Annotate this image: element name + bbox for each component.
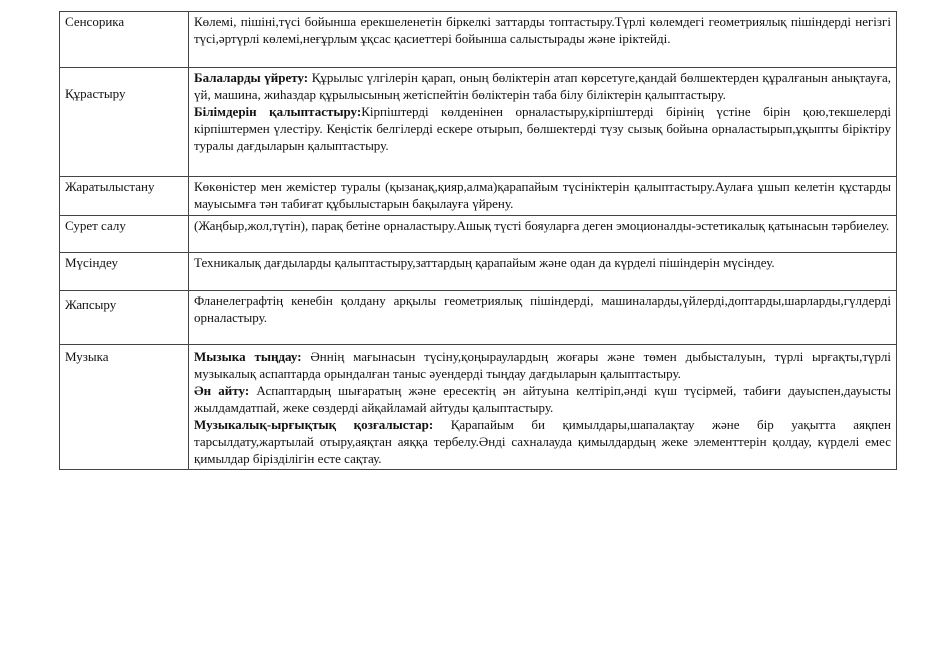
description-text: Фланелеграфтің кенебін қолдану арқылы геометриялық пішіндерді, машиналарды,үйлерді,доптарды,шарларды,гүлдерді орналастыру. <box>194 293 891 325</box>
description-paragraph <box>194 103 891 154</box>
description-text: Техникалық дағдыларды қалыптастыру,заттардың қарапайым және одан да күрделі пішіндерін мүсіндеу. <box>194 255 775 270</box>
paragraph-text: Кірпіштерді көлденінен орналастыру,кірпіштерді бірінің үстіне бірін қою,текшелерді кірпіштермен үлестіру. Кеңістік белгілерді ескере отырып, бөлшектерді түзу сызық бойына орналастырып,ұқыпты біріктіру туралы дағдыларын қалыптастыру. <box>194 104 891 153</box>
description-paragraph <box>194 416 891 467</box>
paragraph-lead: Балаларды үйрету: <box>194 70 309 85</box>
description-paragraph <box>194 382 891 416</box>
description-cell <box>189 12 897 68</box>
table-row <box>60 345 897 470</box>
subject-label: Құрастыру <box>65 86 126 101</box>
paragraph-lead: Мызыка тыңдау: <box>194 349 302 364</box>
paragraph-text: Құрылыс үлгілерін қарап, оның бөліктерін атап көрсетуге,қандай бөлшектерден құралғанын анықтауға, үй, машина, жиһаздар құрылысының жетіспейтін бөліктерін таба білу біліктерін қалыптастыру. <box>194 70 892 102</box>
table-row <box>60 253 897 291</box>
subject-label: Жапсыру <box>65 297 117 312</box>
curriculum-table <box>59 11 897 470</box>
description-text: Көлемі, пішіні,түсі бойынша ерекшеленетін біркелкі заттарды топтастыру.Түрлі көлемдегі геометриялық пішіндерді негізгі түсі,әртүрлі көлемі,неғұрлым ұқсас қасиеттері бойынша салыстырады және іріктейді. <box>194 14 891 46</box>
description-paragraph <box>194 348 891 382</box>
description-cell <box>189 345 897 470</box>
description-cell <box>189 291 897 345</box>
description-text: Көкөністер мен жемістер туралы (қызанақ,қияр,алма)қарапайым түсініктерін қалыптастыру.Аулаға ұшып келетін құстарды мауысымға тән табиғат құбылыстарын бақылауға үйрену. <box>194 179 891 211</box>
subject-cell: Сурет салу <box>60 216 189 253</box>
paragraph-text: Аспаптардың шығаратың және ересектің ән айтуына келтіріп,әнді күш түсірмей, табиғи дауыспен,дауысты жылдамдатпай, жеке сөздерді айқайламай айтуды қалыптастыру. <box>194 383 891 415</box>
paragraph-lead: Ән айту: <box>194 383 250 398</box>
description-paragraph <box>194 69 891 103</box>
table-row <box>60 68 897 177</box>
table-row <box>60 177 897 216</box>
subject-cell <box>60 291 189 345</box>
paragraph-text: Қарапайым би қимылдары,шапалақтау және бір уақытта аяқпен тарсылдату,жартылай отыру,аяқтан аяққа тербелу.Әнді сахналауда қимылдардың жеке элементтерін қолдау, күрделі емес қимылдар бірізділігін есте сақтау. <box>194 417 891 466</box>
description-text: (Жаңбыр,жол,түтін), парақ бетіне орналастыру.Ашық түсті бояуларға деген эмоционалды-эстетикалық қатынасын тәрбиелеу. <box>194 218 890 233</box>
description-cell <box>189 177 897 216</box>
table-row <box>60 216 897 253</box>
table-row <box>60 291 897 345</box>
subject-cell: Сенсорика <box>60 12 189 68</box>
paragraph-text: Әннің мағынасын түсіну,қоңыраулардың жоғары және төмен дыбысталуын, түрлі ырғақты,түрлі музыкалық аспаптарда орындалған таныс әуендерді тыңдау дағдыларын қалыптастыру. <box>194 349 891 381</box>
description-cell <box>189 216 897 253</box>
description-cell <box>189 253 897 291</box>
subject-cell <box>60 345 189 470</box>
subject-cell: Мүсіндеу <box>60 253 189 291</box>
table-row <box>60 12 897 68</box>
description-cell <box>189 68 897 177</box>
subject-cell: Жаратылыстану <box>60 177 189 216</box>
paragraph-lead: Музыкалық-ырғықтық қозғалыстар: <box>194 417 434 432</box>
paragraph-lead: Білімдерін қалыптастыру: <box>194 104 362 119</box>
subject-label: Музыка <box>65 349 109 364</box>
subject-cell <box>60 68 189 177</box>
